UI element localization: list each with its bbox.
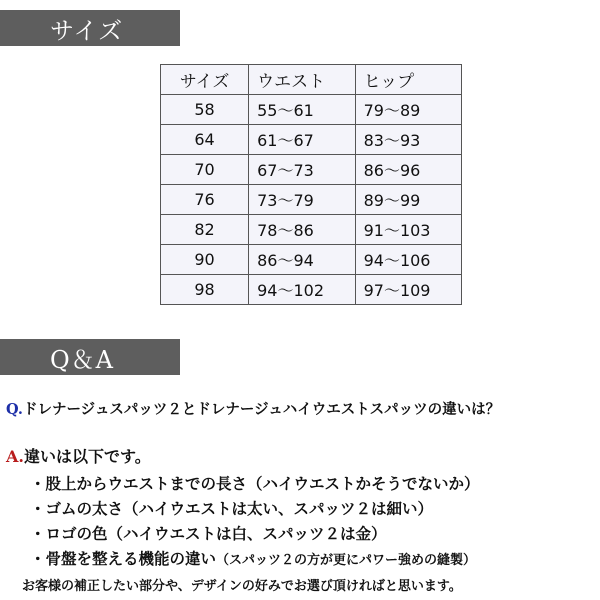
closing-note: お客様の補正したい部分や、デザインの好みでお選び頂ければと思います。 <box>22 579 462 594</box>
size-section-header <box>0 10 180 46</box>
answer-marker: A. <box>6 447 24 466</box>
table-row <box>161 125 462 155</box>
cell-waist: 86〜94 <box>249 245 355 275</box>
list-item <box>30 496 596 521</box>
cell-waist: 55〜61 <box>249 95 355 125</box>
cell-hip: 89〜99 <box>355 185 461 215</box>
size-chart-table <box>160 64 462 305</box>
qa-section-header <box>0 339 180 375</box>
bullet-text: ・骨盤を整える機能の違い <box>30 549 217 568</box>
bullet-text: ・ゴムの太さ（ハイウエストは太い、スパッツ２は細い） <box>30 499 434 518</box>
answer-line <box>6 444 151 467</box>
list-item <box>30 546 596 571</box>
cell-waist: 78〜86 <box>249 215 355 245</box>
cell-size: 90 <box>161 245 249 275</box>
cell-waist: 67〜73 <box>249 155 355 185</box>
cell-waist: 61〜67 <box>249 125 355 155</box>
cell-size: 82 <box>161 215 249 245</box>
cell-hip: 79〜89 <box>355 95 461 125</box>
cell-hip: 83〜93 <box>355 125 461 155</box>
cell-hip: 94〜106 <box>355 245 461 275</box>
header-waist: ウエスト <box>249 65 355 95</box>
question-marker: Q. <box>6 401 23 418</box>
cell-size: 58 <box>161 95 249 125</box>
cell-hip: 91〜103 <box>355 215 461 245</box>
table-row <box>161 215 462 245</box>
cell-size: 76 <box>161 185 249 215</box>
cell-size: 70 <box>161 155 249 185</box>
size-section-title: サイズ <box>50 16 124 45</box>
table-row <box>161 185 462 215</box>
table-row <box>161 275 462 305</box>
size-table-header-row <box>161 65 462 95</box>
cell-waist: 73〜79 <box>249 185 355 215</box>
cell-size: 98 <box>161 275 249 305</box>
cell-hip: 97〜109 <box>355 275 461 305</box>
header-size: サイズ <box>161 65 249 95</box>
cell-size: 64 <box>161 125 249 155</box>
table-row <box>161 95 462 125</box>
bullet-text: ・股上からウエストまでの長さ（ハイウエストかそうでないか） <box>30 474 480 493</box>
cell-waist: 94〜102 <box>249 275 355 305</box>
question-text: ドレナージュスパッツ２とドレナージュハイウエストスパッツの違いは？ <box>22 401 501 418</box>
cell-hip: 86〜96 <box>355 155 461 185</box>
table-row <box>161 155 462 185</box>
list-item <box>30 471 596 496</box>
table-row <box>161 245 462 275</box>
answer-text: 違いは以下です。 <box>23 447 151 466</box>
bullet-text: ・ロゴの色（ハイウエストは白、スパッツ２は金） <box>30 524 387 543</box>
header-hip: ヒップ <box>355 65 461 95</box>
question-line <box>6 398 596 419</box>
answer-bullet-list <box>30 471 596 571</box>
bullet-note: （スパッツ２の方が更にパワー強めの縫製） <box>216 553 477 568</box>
list-item <box>30 521 596 546</box>
qa-section-title: Q＆A <box>50 345 115 374</box>
